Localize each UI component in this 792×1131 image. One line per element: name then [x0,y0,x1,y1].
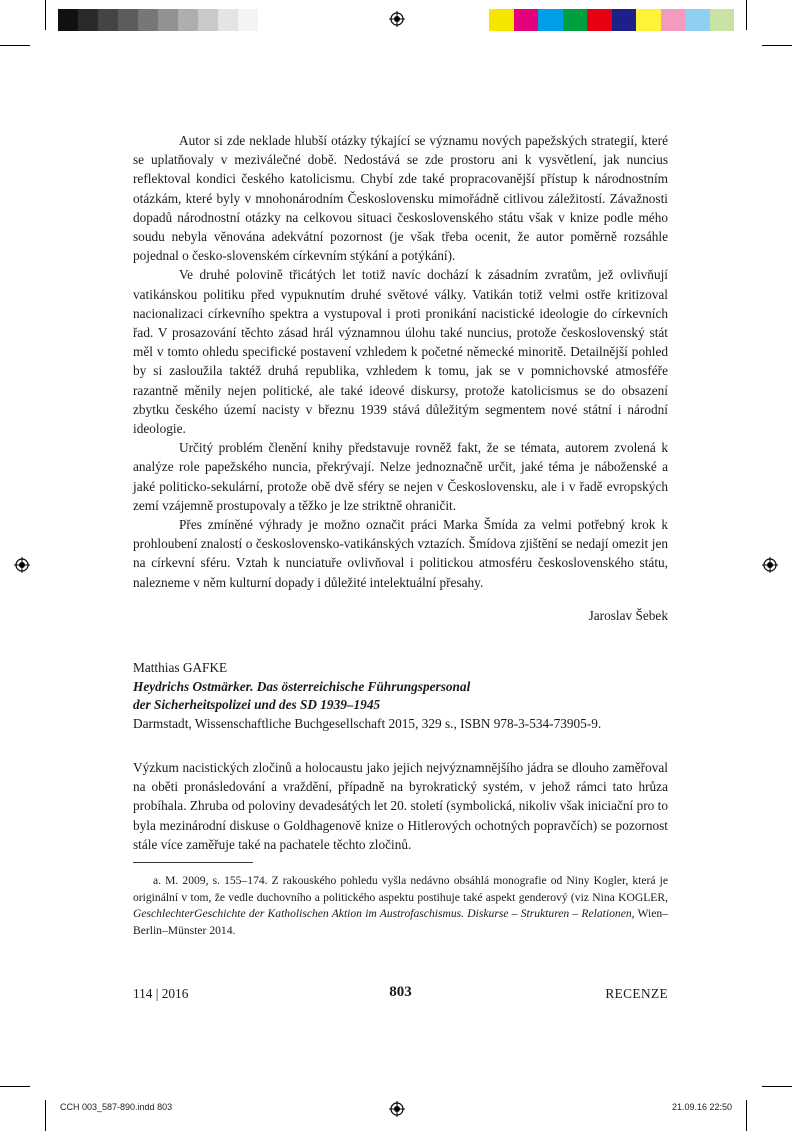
review-heading [133,659,693,733]
review-continuation [133,131,668,592]
color-swatch [514,9,539,31]
paragraph: Ve druhé polovině třicátých let totiž navíc dochází k zásadním zvratům, jež ovlivňují vatikánskou politiku před vypuknutím druhé světové války. Vatikán totiž velmi ostře kritizoval nacionalizaci církevního spektra a vystupoval i proti pronikání nacistické ideologie do církevních řad. V prosazování těchto zásad hrál významnou úlohu také nuncius, protože československý stát měl v tomto ohledu specifické postavení vzhledem k početné německé minoritě. Detailnější pohled by si zasloužila taktéž druhá republika, vzhledem k tomu, jak se v pomnichovské atmosféře razantně měnily nejen politické, ale také ideové diskursy, protože katolicismus se do obsazení zbytku českého území nacisty v březnu 1939 stává důležitým segmentem nové státní i národní ideologie. [133,267,668,437]
color-swatch [238,9,258,31]
crop-mark [746,1100,747,1131]
publication-info: Darmstadt, Wissenschaftliche Buchgesellschaft 2015, 329 s., ISBN 978-3-534-73905-9. [133,715,602,731]
color-swatch [98,9,118,31]
crop-mark [762,1086,792,1087]
reviewer-signature: Jaroslav Šebek [588,608,668,623]
registration-mark-icon [762,557,778,573]
color-swatch [489,9,514,31]
color-swatch [218,9,238,31]
color-swatch [587,9,612,31]
color-swatch [138,9,158,31]
book-author: Matthias GAFKE [133,660,228,675]
footnote-cited-title: GeschlechterGeschichte der Katholischen Aktion im Austrofaschismus. Diskurse – Strukturen – Relationen [133,907,632,921]
review-body [133,758,668,854]
footnote-text-part: a. M. 2009, s. 155–174. Z rakouského pohledu vyšla nedávno obsáhlá monografie od Niny Kogler, která je originální v tom, že vedle duchovního a politického aspektu postihuje také aspekt genderový (viz Nina KOGLER, [133,874,668,904]
registration-mark-icon [14,557,30,573]
footnote [133,873,668,939]
color-swatch [563,9,588,31]
crop-mark [0,1086,30,1087]
footnote-text-part: , Wien–Berlin–Münster 2014. [133,907,668,937]
slug-file: CCH 003_587-890.indd 803 [60,1102,173,1112]
footnote-divider [133,862,253,863]
color-swatch [661,9,686,31]
registration-mark-icon [389,11,405,27]
color-swatch [612,9,637,31]
slug-timestamp: 21.09.16 22:50 [671,1102,732,1112]
footnote-text [133,873,668,939]
color-swatch [118,9,138,31]
section-label: RECENZE [605,986,668,1001]
crop-mark [45,0,46,30]
crop-mark [0,45,30,46]
crop-mark [45,1100,46,1131]
crop-mark [762,45,792,46]
process-color-bar [489,9,734,31]
page-number: 803 [389,984,412,1000]
paragraph: Výzkum nacistických zločinů a holocaustu jako jejich nejvýznamnějšího jádra se dlouho zaměřoval na oběti pronásledování a vraždění, případně na byrokratický systém, v jehož rámci tato hrůza probíhala. Zhruba od poloviny devadesátých let 20. století (symbolická, nikoliv však iniciační pro to byla mezinárodní diskuse o Goldhagenově knize o Hitlerových ochotných popravčích) se pozornost stále více zaměřuje také na pachatele těchto zločinů. [133,760,668,852]
paragraph: Určitý problém členění knihy představuje rovněž fakt, že se témata, autorem zvolená k analýze role papežského nuncia, překrývají. Nelze jednoznačně určit, jaké téma je náboženské a jaké politicko-sekulární, protože obě dvě sféry se nejen v Československu, ale i v řadě evropských zemí vzájemně prostupovaly a těžko je lze striktně ohraničit. [133,440,668,513]
crop-mark [746,0,747,30]
gray-scale-bar [58,9,258,31]
color-swatch [538,9,563,31]
issue-label: 114 | 2016 [133,986,189,1001]
paragraph: Přes zmíněné výhrady je možno označit práci Marka Šmída za velmi potřebný krok k prohloubení znalostí o československo-vatikánských vztazích. Šmídova zjištění se nedají omezit jen na církevní sféru. Vztah k nunciatuře ovlivňoval i politickou atmosféru československého státu, nalezneme v něm kulturní dopady i důležité intelektuální přesahy. [133,517,668,590]
color-swatch [158,9,178,31]
color-swatch [710,9,735,31]
book-title-line: der Sicherheitspolizei und des SD 1939–1945 [133,697,381,712]
color-swatch [685,9,710,31]
color-swatch [198,9,218,31]
color-swatch [178,9,198,31]
registration-mark-icon [389,1101,405,1117]
color-swatch [78,9,98,31]
book-title-line: Heydrichs Ostmärker. Das österreichische Führungspersonal [133,678,471,694]
color-swatch [58,9,78,31]
paragraph: Autor si zde neklade hlubší otázky týkající se významu nových papežských strategií, které se uplatňovaly v meziválečné době. Nedostává se zde prostoru ani k vysvětlení, jak nuncius reflektoval kondici českého katolicismu. Chybí zde také propracovanější přístup k národnostním otázkám, které byly v mnohonárodním Československu mimořádně citlivou záležitostí. Závažnosti dopadů národnostní otázky na celkovou situaci československého státu však v knize podle mého soudu nebyla věnována adekvátní pozornost (je však třeba ocenit, že autor poměrně rozsáhle pojednal o česko-slovenském církevním stýkání a potýkání). [133,133,668,264]
color-swatch [636,9,661,31]
